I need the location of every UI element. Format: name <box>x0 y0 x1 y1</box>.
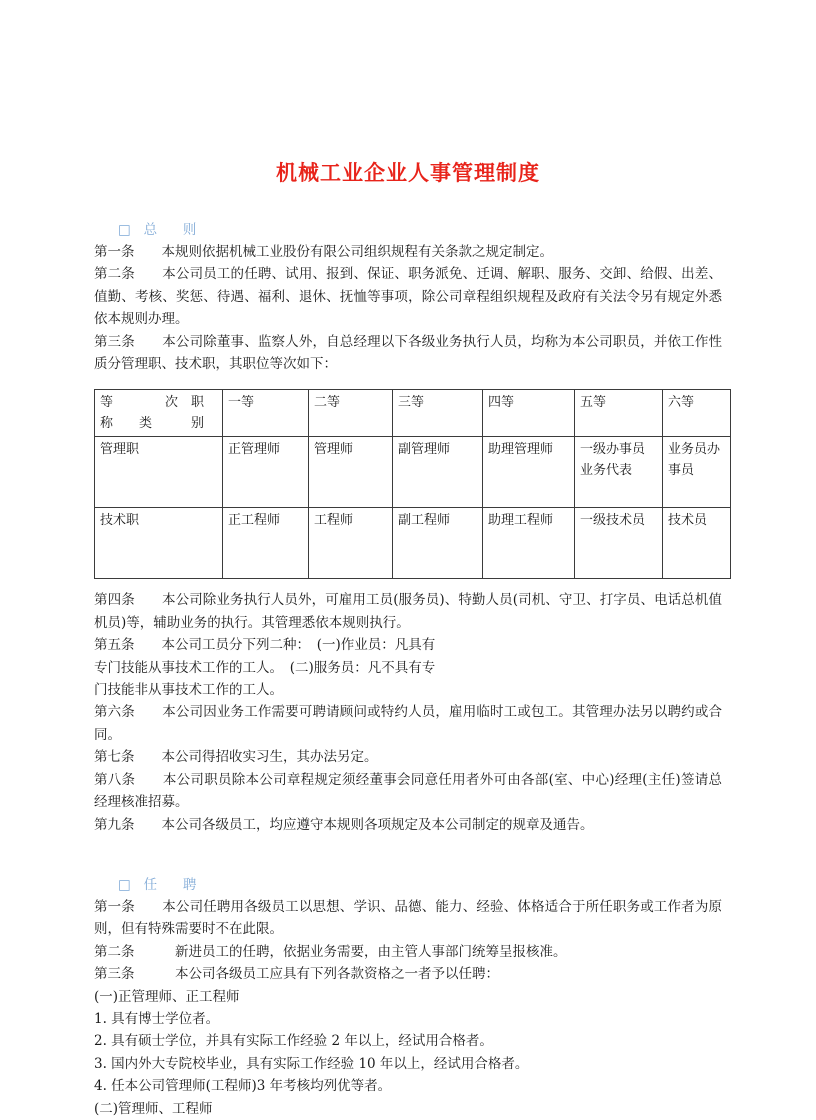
spacer <box>94 836 722 856</box>
table-corner-line-2: 称 类 别 <box>100 416 205 432</box>
table-row <box>95 508 731 579</box>
table-col-header-6: 六等 <box>663 390 731 437</box>
table-row <box>95 437 731 508</box>
table-cell: 副管理师 <box>393 437 483 508</box>
table-header-row <box>95 390 731 437</box>
table-row-label: 管理职 <box>95 437 223 508</box>
table-col-header-2: 二等 <box>309 390 393 437</box>
hiring-group-2-label: (二)管理师、工程师 <box>94 1100 213 1117</box>
article-general-7: 第七条 本公司得招收实习生，其办法另定。 <box>94 749 378 766</box>
table-cell: 一级办事员 业务代表 <box>575 437 663 508</box>
article-general-5-line1: 第五条 本公司工员分下列二种： (一)作业员：凡具有 <box>94 637 436 654</box>
section-heading-general: □ 总 则 <box>118 222 197 238</box>
table-col-header-1: 一等 <box>223 390 309 437</box>
table-cell: 助理管理师 <box>483 437 575 508</box>
rank-classification-table <box>94 389 731 579</box>
table-cell: 副工程师 <box>393 508 483 579</box>
table-corner-line-1: 等 次 职 <box>100 395 205 411</box>
table-col-header-3: 三等 <box>393 390 483 437</box>
article-hiring-2: 第二条 新进员工的任聘，依据业务需要，由主管人事部门统筹呈报核准。 <box>94 943 567 960</box>
table-row-label: 技术职 <box>95 508 223 579</box>
table-cell: 正工程师 <box>223 508 309 579</box>
article-hiring-1: 第一条 本公司任聘用各级员工以思想、学识、品德、能力、经验、体格适合于所任职务或工作者为原则，但有特殊需要时不在此限。 <box>94 898 722 938</box>
table-col-header-5: 五等 <box>575 390 663 437</box>
section-heading-hiring: □ 任 聘 <box>118 876 197 893</box>
table-cell: 业务员办事员 <box>663 437 731 508</box>
article-general-9: 第九条 本公司各级员工，均应遵守本规则各项规定及本公司制定的规章及通告。 <box>94 816 594 833</box>
article-general-5-line2: 专门技能从事技术工作的工人。 (二)服务员：凡不具有专 <box>94 659 436 676</box>
table-cell: 工程师 <box>309 508 393 579</box>
hiring-qualification-item-3: 3. 国内外大专院校毕业，具有实际工作经验 10 年以上，经试用合格者。 <box>94 1055 529 1072</box>
article-general-1: 第一条 本规则依据机械工业股份有限公司组织规程有关条款之规定制定。 <box>94 244 553 260</box>
article-general-5-line3: 门技能非从事技术工作的工人。 <box>94 682 283 699</box>
article-general-2: 第二条 本公司员工的任聘、试用、报到、保证、职务派免、迁调、解职、服务、交卸、给假、出差、值勤、考核、奖惩、待遇、福利、退休、抚恤等事项，除公司章程组织规程及政府有关法令另有规定外悉依本规则办理。 <box>94 266 722 328</box>
article-general-3: 第三条 本公司除董事、监察人外，自总经理以下各级业务执行人员，均称为本公司职员，并依工作性质分管理职、技术职，其职位等次如下： <box>94 333 722 373</box>
table-corner-cell <box>95 390 223 437</box>
article-general-8: 第八条 本公司职员除本公司章程规定须经董事会同意任用者外可由各部(室、中心)经理(主任)签请总经理核准招募。 <box>94 771 722 811</box>
table-cell: 一级技术员 <box>575 508 663 579</box>
article-general-4: 第四条 本公司除业务执行人员外，可雇用工员(服务员)、特勤人员(司机、守卫、打字员、电话总机值机员)等，辅助业务的执行。其管理悉依本规则执行。 <box>94 592 722 631</box>
table-cell: 管理师 <box>309 437 393 508</box>
article-hiring-3: 第三条 本公司各级员工应具有下列各款资格之一者予以任聘： <box>94 966 499 983</box>
table-cell: 助理工程师 <box>483 508 575 579</box>
table-cell: 技术员 <box>663 508 731 579</box>
spacer <box>94 188 722 201</box>
hiring-qualification-item-4: 4. 任本公司管理师(工程师)3 年考核均列优等者。 <box>94 1078 392 1095</box>
article-general-6: 第六条 本公司因业务工作需要可聘请顾问或特约人员，雇用临时工或包工。其管理办法另以聘约或合同。 <box>94 704 722 743</box>
table-cell: 正管理师 <box>223 437 309 508</box>
page-title: 机械工业企业人事管理制度 <box>276 161 540 185</box>
table-col-header-4: 四等 <box>483 390 575 437</box>
hiring-qualification-item-1: 1. 具有博士学位者。 <box>94 1010 220 1027</box>
document-content <box>94 0 722 1120</box>
hiring-group-1-label: (一)正管理师、正工程师 <box>94 988 240 1005</box>
hiring-qualification-item-2: 2. 具有硕士学位，并具有实际工作经验 2 年以上，经试用合格者。 <box>94 1033 493 1050</box>
